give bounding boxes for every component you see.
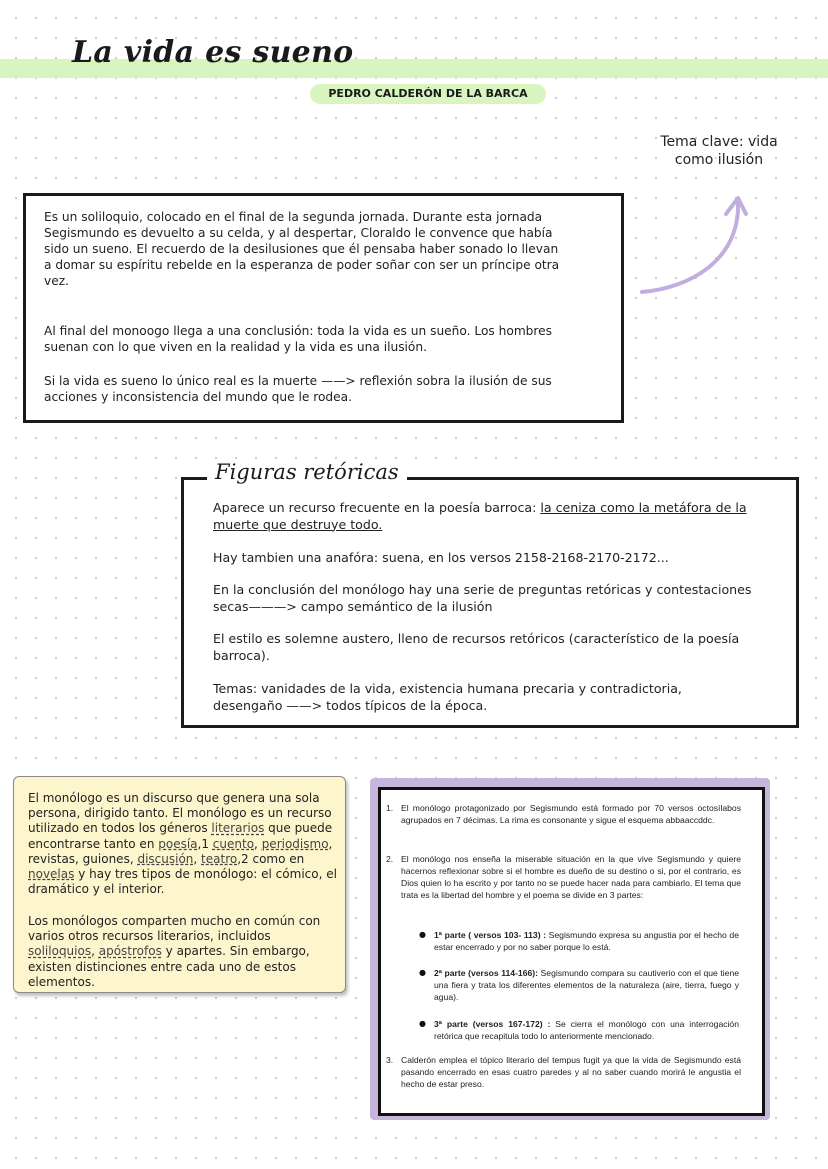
link-poesia[interactable]: poesía	[158, 836, 198, 851]
definition-text: como en	[248, 851, 305, 866]
separator: ,	[193, 851, 202, 866]
analysis-item-2: El monólogo nos enseña la miserable situación en la que vive Segismundo y quiere hacernos reflexionar sobre si el hombre es dueño de su destino o si, por el contrario, es Dios quien lo ha escrito y por tanto no se puede hacer nada para cambiarlo. El tema que trata es la libertad del hombre y el poema se divide en 3 partes:	[401, 854, 741, 900]
bullet-label: 2ª parte (versos 114-166):	[434, 968, 538, 978]
analysis-bullet-2	[434, 967, 739, 1003]
link-literarios[interactable]: literarios	[211, 821, 265, 836]
monologue-definition-note	[13, 776, 346, 993]
analysis-item-3: Calderón emplea el tópico literario del tempus fugit ya que la vida de Segismundo está pasando encerrado en esas cuatro paredes y al no saber cuando morirá le angustia el hecho de estar preso.	[401, 1055, 741, 1089]
summary-paragraph-3: Si la vida es sueno lo único real es la muerte ——> reflexión sobra la ilusión de sus acciones y inconsistencia del mundo que le rodea.	[44, 374, 552, 404]
curved-arrow-icon	[630, 180, 760, 300]
link-teatro[interactable]: teatro	[201, 851, 238, 866]
bullet-icon: ●	[419, 968, 426, 977]
link-discusion[interactable]: discusión	[137, 851, 194, 866]
figures-paragraph-4: El estilo es solemne austero, lleno de recursos retóricos (característico de la poesía barroca).	[213, 631, 740, 663]
definition-paragraph-2	[28, 914, 338, 990]
bullet-icon: ●	[419, 930, 426, 939]
summary-paragraph-2: Al final del monoogo llega a una conclusión: toda la vida es un sueño. Los hombres suenan con lo que viven en la realidad y la vida es una ilusión.	[44, 324, 553, 354]
analysis-bullet-3	[434, 1018, 739, 1042]
page-title: La vida es sueno	[72, 35, 354, 70]
summary-box	[23, 193, 624, 423]
figures-paragraph-3: En la conclusión del monólogo hay una serie de preguntas retóricas y contestaciones secas———> campo semántico de la ilusión	[213, 582, 752, 614]
link-cuento[interactable]: cuento	[212, 836, 255, 851]
definition-text: , revistas, guiones,	[28, 836, 333, 866]
rhetorical-figures-box	[181, 477, 799, 728]
link-soliloquios[interactable]: soliloquios	[28, 944, 92, 959]
footnote-ref: ,1	[197, 836, 213, 851]
footnote-ref: ,2	[237, 851, 249, 866]
summary-paragraph-1: Es un soliloquio, colocado en el final de la segunda jornada. Durante esta jornada Segismundo es devuelto a su celda, y al despertar, Cloraldo le convence que había sido un sueno. El recuerdo de la desilusiones que él pensaba haber sonado lo llevan a domar su espíritu rebelde en la esperanza de poder soñar con ser un príncipe otra vez.	[44, 210, 560, 288]
bullet-label: 3ª parte (versos 167-172) :	[434, 1019, 551, 1029]
analysis-item-1: El monólogo protagonizado por Segismundo está formado por 70 versos octosílabos agrupados en 7 décimas. La rima es consonante y sigue el esquema abbaaccddc.	[401, 803, 741, 825]
definition-text: y apartes. Sin embargo, existen distinciones entre cada uno de estos elementos.	[28, 944, 310, 989]
author-label: PEDRO CALDERÓN DE LA BARCA	[310, 84, 546, 104]
item-number: 2.	[386, 854, 394, 864]
key-theme-note: Tema clave: vida como ilusión	[660, 134, 778, 168]
definition-text: Los monólogos comparten mucho en común con varios otros recursos literarios, incluidos	[28, 914, 321, 944]
bullet-text: Se cierra el monólogo con una interrogación retórica que recapitula todo lo anteriormente mencionado.	[434, 1019, 739, 1041]
definition-text: que puede encontrarse tanto en	[28, 821, 333, 851]
link-apostrofos[interactable]: apóstrofos	[98, 944, 162, 959]
bullet-text: Segismundo expresa su angustia por el hecho de estar encerrado y por no saber porque lo está.	[434, 930, 739, 952]
analysis-bullet-1	[434, 929, 739, 953]
figures-text: Aparece un recurso frecuente en la poesía barroca:	[213, 500, 541, 515]
link-periodismo[interactable]: periodismo	[261, 836, 329, 851]
definition-text: y hay tres tipos de monólogo: el cómico, el dramático y el interior.	[28, 867, 337, 897]
link-novelas[interactable]: novelas	[28, 867, 75, 882]
bullet-text: Segismundo compara su cautiverio con el que tiene una fiera y trata los diferentes elementos de la naturaleza (aire, tierra, fuego y agua).	[434, 968, 740, 1002]
bullet-icon: ●	[419, 1019, 426, 1028]
figures-paragraph-1	[213, 500, 753, 533]
analysis-box	[378, 787, 765, 1116]
figures-underlined-text: la ceniza como la metáfora de la muerte que destruye todo.	[213, 500, 747, 532]
figures-paragraph-2: Hay tambien una anafóra: suena, en los versos 2158-2168-2170-2172...	[213, 550, 669, 565]
figures-paragraph-5: Temas: vanidades de la vida, existencia humana precaria y contradictoria, desengaño ——> todos típicos de la época.	[213, 681, 682, 713]
bullet-label: 1ª parte ( versos 103- 113) :	[434, 930, 547, 940]
separator: ,	[91, 944, 99, 959]
separator: ,	[254, 836, 262, 851]
figures-heading: Figuras retóricas	[207, 460, 407, 484]
item-number: 1.	[386, 803, 394, 813]
definition-text: El monólogo es un discurso que genera una sola persona, dirigido tanto. El monólogo es un recurso utilizado en todos los géneros	[28, 791, 332, 836]
item-number: 3.	[386, 1055, 394, 1065]
definition-paragraph-1	[28, 791, 338, 897]
